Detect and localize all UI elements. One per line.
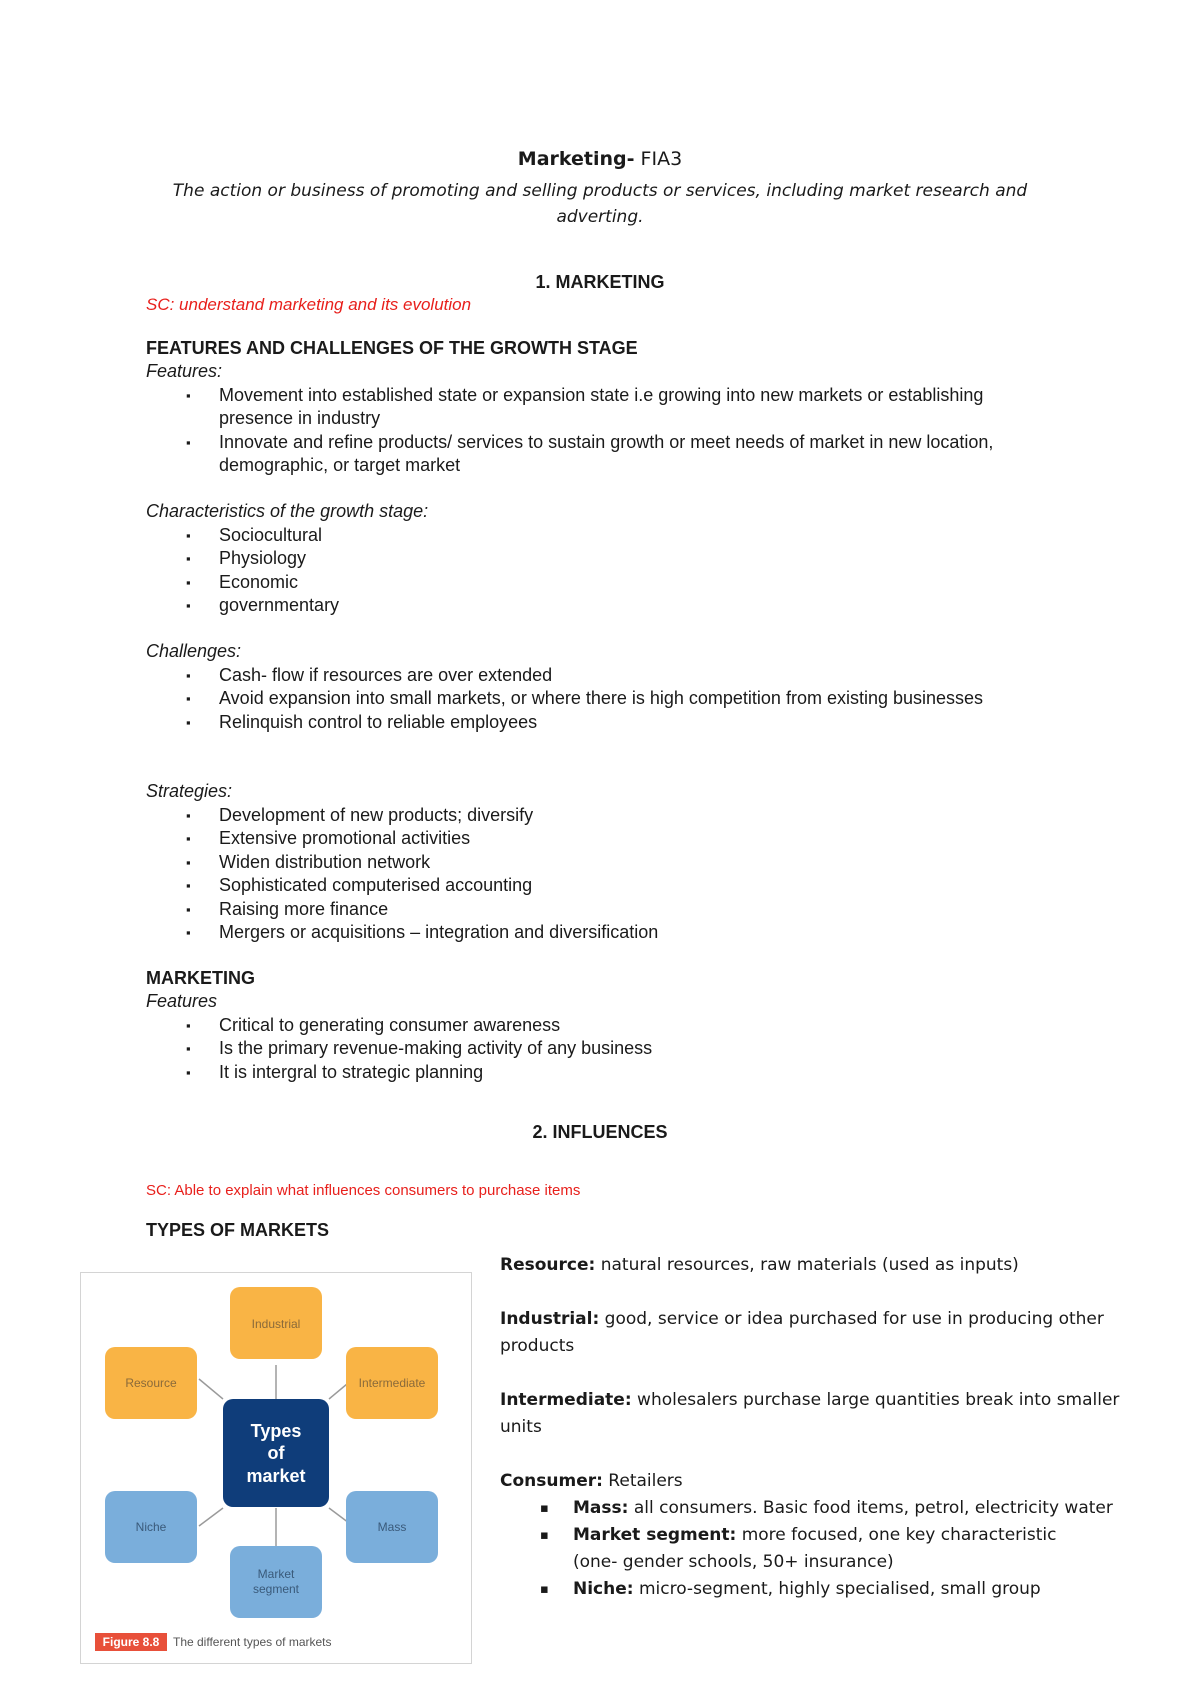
- market-definitions: [500, 1252, 1160, 1603]
- types-of-markets-figure: [80, 1272, 472, 1664]
- marketing-features-label: Features: [146, 991, 218, 1011]
- node-market-segment-label-2: segment: [252, 1582, 300, 1596]
- marketing-heading: MARKETING: [146, 968, 255, 988]
- list-item: ▪ Raising more finance: [146, 898, 1046, 921]
- market-types-diagram: [81, 1273, 471, 1663]
- node-industrial-label: Industrial: [251, 1317, 301, 1331]
- list-item: ▪ Development of new products; diversify: [146, 804, 1046, 827]
- node-intermediate-label: Intermediate: [358, 1376, 426, 1390]
- challenges-list: [146, 664, 1046, 734]
- challenges-label: Challenges:: [146, 641, 242, 661]
- features-list: [146, 384, 1046, 478]
- list-item: ▪ Sophisticated computerised accounting: [146, 874, 1046, 897]
- list-item: ▪ Sociocultural: [146, 524, 1046, 547]
- consumer-types-list: [500, 1495, 1160, 1603]
- figure-caption-text: The different types of markets: [173, 1635, 332, 1649]
- center-label-line3: market: [246, 1466, 306, 1486]
- list-item: ▪ Cash- flow if resources are over extended: [146, 664, 1046, 687]
- section-heading-marketing: 1. MARKETING: [535, 272, 665, 292]
- characteristics-label: Characteristics of the growth stage:: [146, 501, 429, 521]
- characteristics-list: [146, 524, 1046, 618]
- page-title: Marketing- FIA3: [517, 148, 683, 170]
- list-item-mass: ▪ Mass: all consumers. Basic food items, petrol, electricity water: [500, 1495, 1160, 1522]
- success-criteria-1: SC: understand marketing and its evolution: [146, 295, 472, 314]
- list-item: ▪ governmentary: [146, 594, 1046, 617]
- definition-industrial: Industrial: good, service or idea purchased for use in producing other products: [500, 1309, 1104, 1356]
- center-label-line1: Types: [250, 1421, 302, 1441]
- features-label: Features:: [146, 361, 223, 381]
- figure-caption-tag-label: Figure 8.8: [102, 1635, 160, 1649]
- definition-resource: Resource: natural resources, raw materials (used as inputs): [500, 1255, 1019, 1275]
- node-resource-label: Resource: [125, 1376, 177, 1390]
- list-item-market-segment: ▪ Market segment: more focused, one key characteristic (one- gender schools, 50+ insurance): [500, 1522, 1160, 1576]
- marketing-features-list: [146, 1014, 1046, 1084]
- strategies-list: [146, 804, 1046, 944]
- list-item: ▪ Relinquish control to reliable employees: [146, 711, 1046, 734]
- node-mass-label: Mass: [377, 1520, 407, 1534]
- list-item: ▪ Movement into established state or expansion state i.e growing into new markets or establishing presence in industry: [146, 384, 1046, 431]
- list-item-niche: ▪ Niche: micro-segment, highly specialised, small group: [500, 1576, 1160, 1603]
- list-item: ▪ Widen distribution network: [146, 851, 1046, 874]
- strategies-label: Strategies:: [146, 781, 233, 801]
- definition-intermediate: Intermediate: wholesalers purchase large quantities break into smaller units: [500, 1390, 1120, 1437]
- list-item: ▪ Economic: [146, 571, 1046, 594]
- list-item: ▪ Physiology: [146, 547, 1046, 570]
- section-heading-influences: 2. INFLUENCES: [532, 1122, 668, 1142]
- list-item: ▪ Innovate and refine products/ services to sustain growth or meet needs of market in new location, demographic, or target market: [146, 431, 1046, 478]
- growth-stage-heading: FEATURES AND CHALLENGES OF THE GROWTH STAGE: [146, 338, 638, 358]
- list-item: ▪ Avoid expansion into small markets, or where there is high competition from existing businesses: [146, 687, 1046, 710]
- list-item: ▪ It is intergral to strategic planning: [146, 1061, 1046, 1084]
- list-item: ▪ Mergers or acquisitions – integration and diversification: [146, 921, 1046, 944]
- success-criteria-2: SC: Able to explain what influences consumers to purchase items: [146, 1182, 581, 1199]
- list-item: ▪ Is the primary revenue-making activity of any business: [146, 1037, 1046, 1060]
- list-item: ▪ Extensive promotional activities: [146, 827, 1046, 850]
- center-label-line2: of: [267, 1443, 285, 1463]
- list-item: ▪ Critical to generating consumer awareness: [146, 1014, 1046, 1037]
- definition-consumer: Consumer: Retailers: [500, 1471, 683, 1491]
- types-of-markets-heading: TYPES OF MARKETS: [146, 1220, 330, 1240]
- node-market-segment-label-1: Market: [257, 1567, 295, 1581]
- page-subtitle: The action or business of promoting and selling products or services, including market research and adverting.: [172, 181, 1028, 227]
- node-niche-label: Niche: [135, 1520, 167, 1534]
